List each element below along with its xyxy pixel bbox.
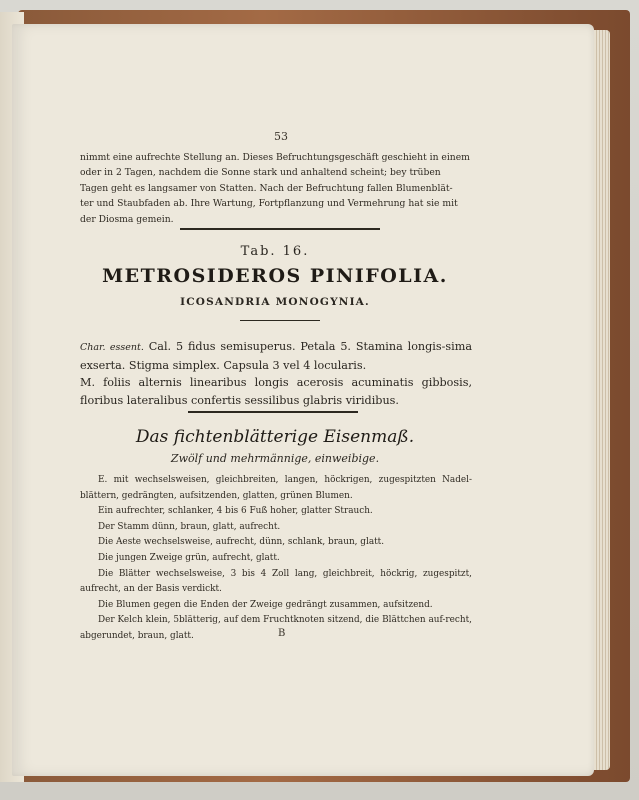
intro-paragraph: [80, 150, 472, 227]
description: [80, 473, 472, 645]
german-subtitle: Zwölf und mehrmännige, einweibige.: [170, 452, 380, 465]
char-lead: Char. essent.: [80, 342, 144, 353]
species-title: METROSIDEROS PINIFOLIA.: [102, 265, 448, 287]
intro-line: nimmt eine aufrechte Stellung an. Dieses Befruchtungsgeschäft geschieht in einem: [80, 152, 470, 163]
classification-line: ICOSANDRIA MONOGYNIA.: [180, 296, 370, 308]
intro-line: ter und Staubfaden ab. Ihre Wartung, Fortpflanzung und Vermehrung hat sie mit: [80, 198, 458, 210]
description-line: Die Aeste wechselsweise, aufrecht, dünn, schlank, braun, glatt.: [98, 537, 385, 548]
intro-line: oder in 2 Tagen, nachdem die Sonne stark und anhaltend scheint; bey trüben: [80, 167, 441, 179]
character-essential: [80, 338, 472, 375]
char-text: Cal. 5 fidus semisuperus. Petala 5. Stamina longis-sima exserta. Stigma simplex. Capsula 3 vel 4 locularis.: [80, 340, 472, 372]
page-number: 53: [274, 130, 288, 143]
tab-heading: Tab. 16.: [240, 244, 310, 259]
description-line: Die Blätter wechselsweise, 3 bis 4 Zoll lang, gleichbreit, höckrig, zugespitzt, aufrecht, an der Basis verdickt.: [80, 568, 472, 595]
german-title: Das fichtenblätterige Eisenmaß.: [135, 427, 415, 447]
intro-line: der Diosma gemein.: [80, 213, 174, 225]
divider-middle: [188, 411, 358, 413]
diagnosis: M. foliis alternis linearibus longis acerosis acuminatis gibbosis, floribus lateralibus confertis sessilibus glabris viridibus.: [80, 376, 472, 407]
intro-line: Tagen geht es langsamer von Statten. Nach der Befruchtung fallen Blumenblät-: [80, 182, 453, 194]
description-line: E. mit wechselsweisen, gleichbreiten, langen, höckrigen, zugespitzten Nadel-blättern, gedrängten, aufsitzenden, glatten, grünen Blumen.: [80, 475, 472, 501]
description-line: Der Kelch klein, 5blätterig, auf dem Fruchtknoten sitzend, die Blättchen auf-recht, abgerundet, braun, glatt.: [80, 615, 472, 641]
description-line: Der Stamm dünn, braun, glatt, aufrecht.: [98, 521, 281, 532]
description-line: Ein aufrechter, schlanker, 4 bis 6 Fuß hoher, glatter Strauch.: [98, 506, 373, 517]
signature-mark: B: [278, 628, 286, 639]
description-line: Die jungen Zweige grün, aufrecht, glatt.: [98, 552, 280, 563]
description-line: Die Blumen gegen die Enden der Zweige gedrängt zusammen, aufsitzend.: [98, 599, 433, 610]
divider-small: [240, 320, 320, 321]
divider-top: [180, 228, 380, 230]
